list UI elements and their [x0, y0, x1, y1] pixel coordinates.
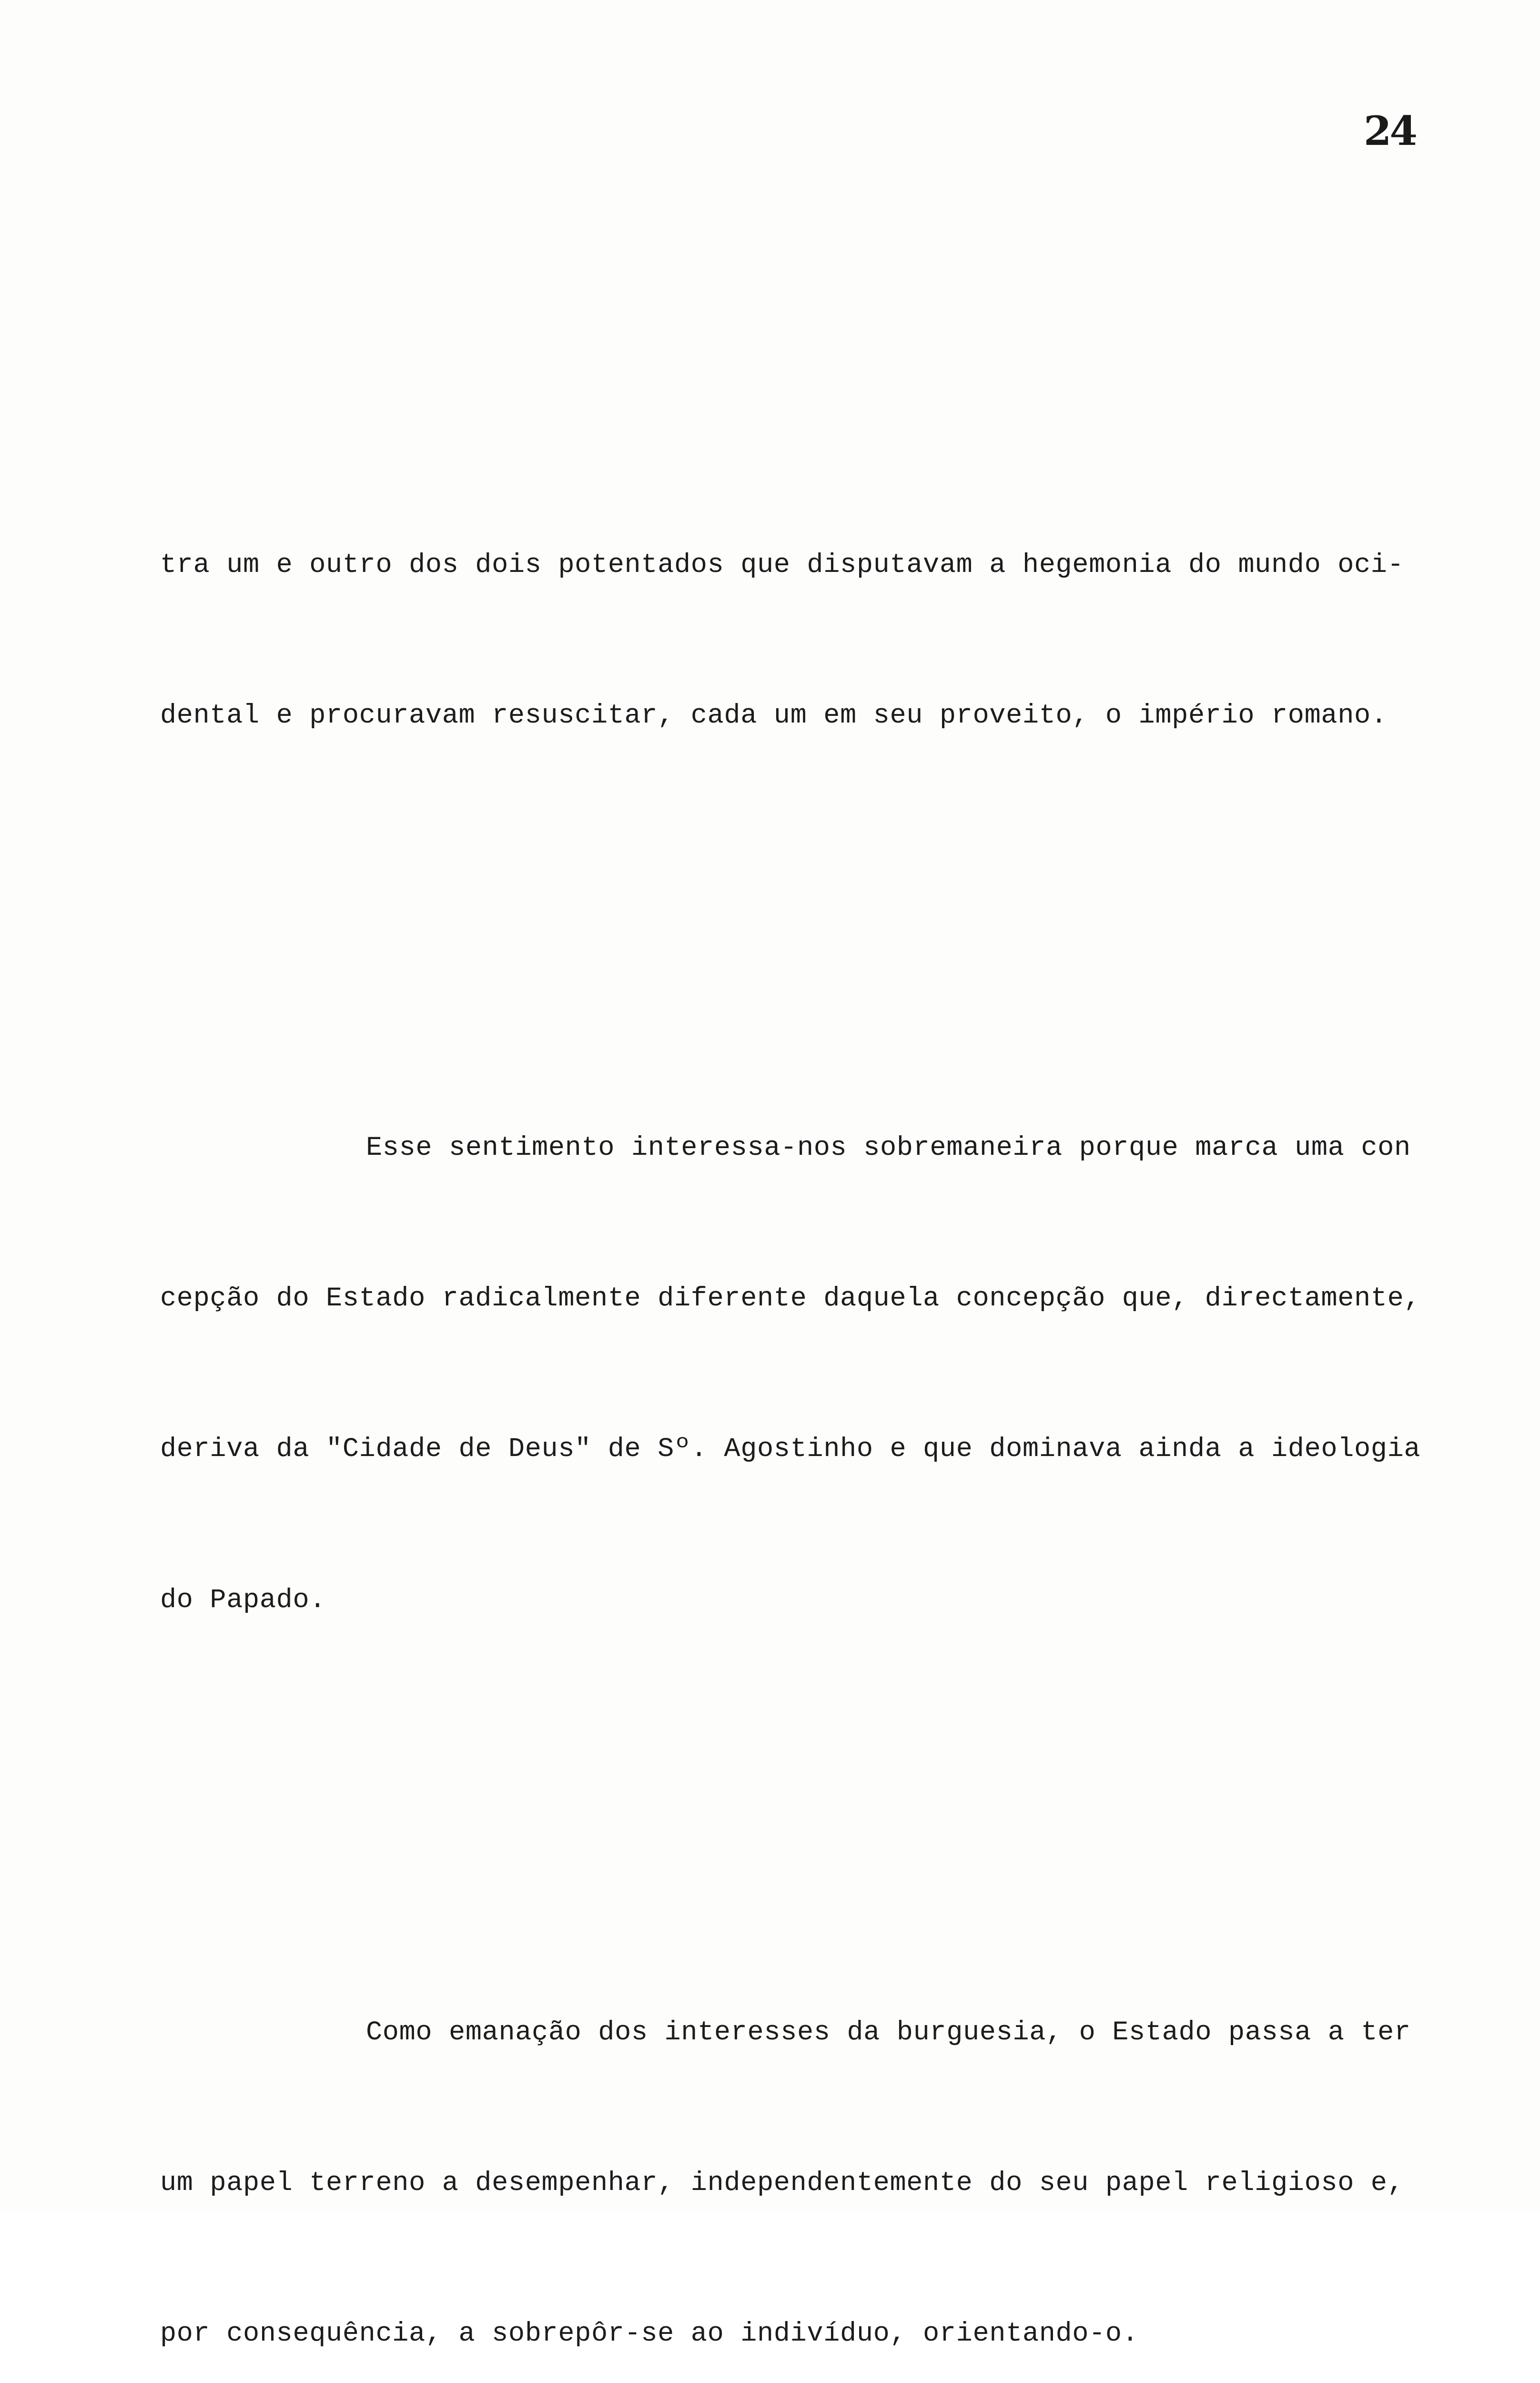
text-line: tra um e outro dos dois potentados que disputavam a hegemonia do mundo oci- [160, 550, 1404, 580]
paragraph [160, 1023, 1485, 1726]
text-line: Esse sentimento interessa-nos sobremaneira porque marca uma con [366, 1133, 1411, 1164]
text-line: dental e procuravam resuscitar, cada um em seu proveito, o império romano. [160, 700, 1388, 731]
text-line: deriva da "Cidade de Deus" de Sº. Agostinho e que dominava ainda a ideologia [160, 1434, 1421, 1465]
paragraph [160, 1907, 1485, 2383]
text-line: do Papado. [160, 1585, 326, 1616]
paragraph [160, 440, 1485, 842]
text-line: Como emanação dos interesses da burguesia, o Estado passa a ter [366, 2017, 1411, 2048]
text-line: por consequência, a sobrepôr-se ao indivíduo, orientando-o. [160, 2319, 1139, 2350]
text-line: um papel terreno a desempenhar, independentemente do seu papel religioso e, [160, 2168, 1404, 2199]
page-number: 24 [1364, 107, 1416, 154]
text-line: cepção do Estado radicalmente diferente daquela concepção que, directamente, [160, 1283, 1421, 1314]
body-text [160, 339, 1485, 2383]
